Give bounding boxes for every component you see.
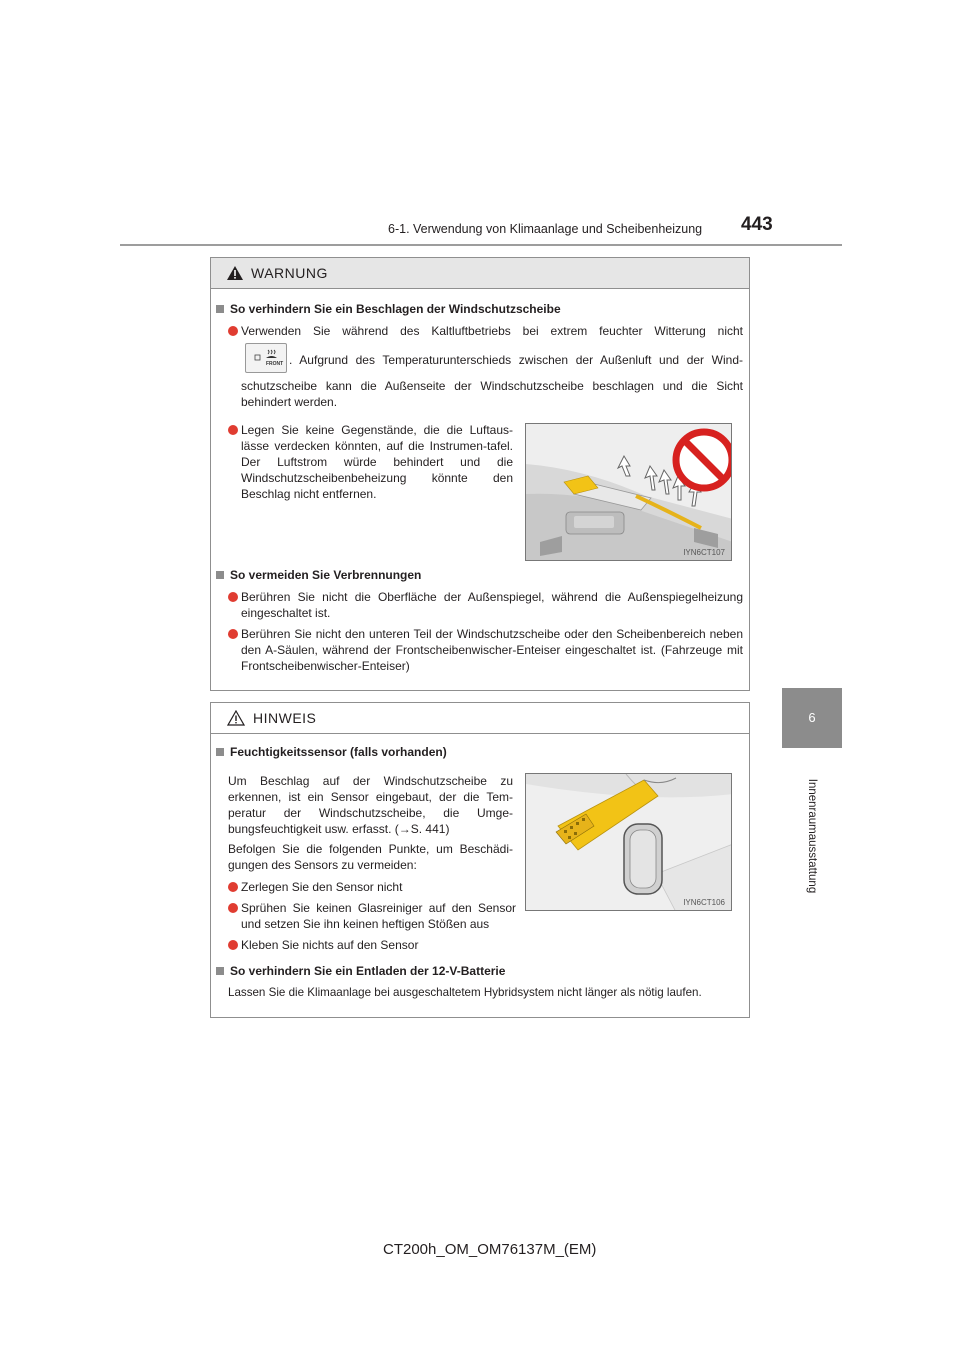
warning-bullet-1-line3: schutzscheibe kann die Außenseite der Windschutzscheibe beschlagen und die Sicht behindert werden. [241, 379, 743, 409]
note-header [211, 703, 749, 734]
warning-triangle-icon [227, 266, 243, 280]
illustration-code: IYN6CT106 [683, 898, 725, 907]
square-bullet-icon [216, 967, 224, 975]
dashboard-airflow-illustration [525, 423, 732, 561]
bullet-dot-icon [228, 882, 238, 892]
square-bullet-icon [216, 571, 224, 579]
bullet-dot-icon [228, 425, 238, 435]
warning-section2-bullet-1: Berühren Sie nicht die Oberfläche der Außenspiegel, während die Außenspiegelheizung eingeschaltet ist. [241, 589, 743, 621]
caution-triangle-icon [227, 710, 245, 726]
note-battery-text: Lassen Sie die Klimaanlage bei ausgeschaltetem Hybridsystem nicht länger als nötig laufen. [228, 986, 702, 999]
note-section2-heading: So verhindern Sie ein Entladen der 12-V-Batterie [216, 964, 505, 978]
note-sensor-instructions: Befolgen Sie die folgenden Punkte, um Beschädi-gungen des Sensors zu vermeiden: [228, 842, 513, 872]
warning-bullet-2: Legen Sie keine Gegenstände, die die Luftaus-lässe verdecken könnten, auf die Instrumen-tafel. Der Luftstrom würde behindert und die Windschutzscheibenbeheizung könnte den Beschlag nicht entfernen. [241, 422, 513, 502]
chapter-tab[interactable]: 6 [782, 688, 842, 748]
bullet-dot-icon [228, 940, 238, 950]
illustration-code: IYN6CT107 [683, 548, 725, 557]
bullet-dot-icon [228, 629, 238, 639]
square-bullet-icon [216, 305, 224, 313]
manual-code: CT200h_OM_OM76137M_(EM) [383, 1241, 597, 1258]
warning-section1-heading: So verhindern Sie ein Beschlagen der Windschutzscheibe [216, 302, 561, 316]
chapter-title: Innenraumausstattung [806, 778, 818, 894]
note-section1-heading: Feuchtigkeitssensor (falls vorhanden) [216, 745, 447, 759]
header-divider [120, 244, 842, 246]
square-bullet-icon [216, 748, 224, 756]
warning-bullet-1-line2: . Aufgrund des Temperaturunterschieds zwischen der Außenluft und der Wind- [289, 353, 743, 367]
page-number: 443 [741, 214, 773, 235]
warning-section2-heading: So vermeiden Sie Verbrennungen [216, 568, 421, 582]
note-title: HINWEIS [253, 710, 317, 726]
note-sensor-description: Um Beschlag auf der Windschutzscheibe zu erkennen, ist ein Sensor eingebaut, der die Tem-peratur der Windschutzscheibe, die Umge-bungsfeuchtigkeit usw. erfasst. (→S. 441) [228, 774, 513, 836]
humidity-sensor-illustration [525, 773, 732, 911]
section-title: 6-1. Verwendung von Klimaanlage und Scheibenheizung [388, 222, 703, 236]
note-bullet-2: Sprühen Sie keinen Glasreiniger auf den Sensor und setzen Sie ihn keinen heftigen Stößen aus [241, 900, 516, 932]
note-bullet-1: Zerlegen Sie den Sensor nicht [241, 879, 516, 895]
warning-bullet-1-line1: Verwenden Sie während des Kaltluftbetriebs bei extrem feuchter Witterung nicht [241, 323, 743, 339]
front-defroster-button-icon: FRONT [245, 343, 287, 373]
warning-section2-bullet-2: Berühren Sie nicht den unteren Teil der Windschutzscheibe oder den Scheibenbereich neben den A-Säulen, während der Frontscheibenwischer-Enteiser eingeschaltet ist. (Fahrzeuge mit Frontscheibenwischer-Enteiser) [241, 626, 743, 674]
bullet-dot-icon [228, 326, 238, 336]
warning-title: WARNUNG [251, 265, 328, 281]
note-bullet-3: Kleben Sie nichts auf den Sensor [241, 937, 516, 953]
warning-header [211, 258, 749, 289]
bullet-dot-icon [228, 903, 238, 913]
bullet-dot-icon [228, 592, 238, 602]
